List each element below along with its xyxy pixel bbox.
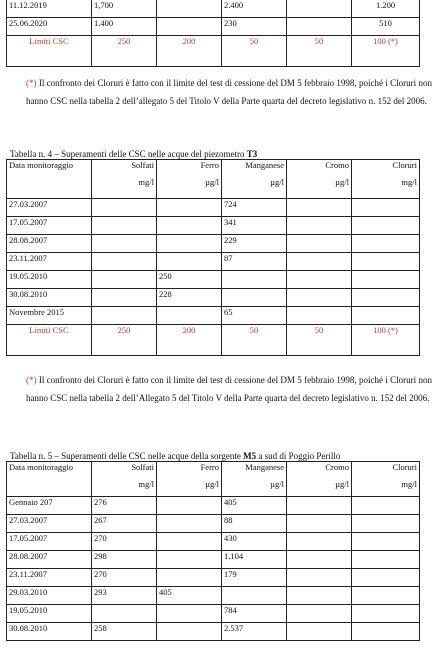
table-5	[6, 461, 420, 641]
table-4	[6, 159, 420, 356]
table-header: Data monitoraggio Solfati mg/l Ferro µg/l Manganese µg/l Cromo µg/l Cloruri mg/l	[7, 160, 420, 199]
table-row: 19.05.2010 250	[7, 271, 420, 289]
table-header: Data monitoraggio Solfati mg/l Ferro µg/l Manganese µg/l Cromo µg/l Cloruri mg/l	[7, 462, 420, 497]
table-row: 25.06.2020 1.400 230 510	[7, 18, 420, 36]
table-row: 29.03.2010 293 405	[7, 587, 420, 605]
table-row: 17.05.2007 270 430	[7, 533, 420, 551]
footnote-2: (*) Il confronto dei Cloruri è fatto con il limite del test di cessione del DM 5 febbraio 1998, poiché i Cloruri non hanno CSC nella tabella 2 dell’Allegato 5 del Titolo V della Parte quarta del decreto legislativo n. 152 del 2006.	[26, 375, 432, 403]
table-row: 11.12.2019 1,700 2.400 1.200	[7, 0, 420, 18]
table-row: 30.08.2010 228	[7, 289, 420, 307]
table5-caption: Tabella n. 5 – Superamenti delle CSC nelle acque della sorgente M5 a sud di Poggio Perillo	[10, 451, 341, 461]
table-row: 27.03.2007 724	[7, 199, 420, 217]
table-row: 28.08.2007 298 1.104	[7, 551, 420, 569]
table-row: 19.05.2010 784	[7, 605, 420, 623]
table-row: 23.11.2007 270 179	[7, 569, 420, 587]
limits-row: Limiti CSC 250 200 50 50 100 (*)	[7, 325, 420, 356]
table-row: 17.05.2007 341	[7, 217, 420, 235]
footnote-1: (*) Il confronto dei Cloruri è fatto con il limite del test di cessione del DM 5 febbraio 1998, poiché i Cloruri non hanno CSC nella tabella 2 dell’allegato 5 del Titolo V della Parte quarta del decreto legislativo n. 152 del 2006.	[26, 78, 432, 106]
table-row: Gennaio 207 276 405	[7, 497, 420, 515]
table-row: 30.08.2010 258 2.537	[7, 623, 420, 641]
table-row: 27.03.2007 267 88	[7, 515, 420, 533]
table-row: 28.08.2007 229	[7, 235, 420, 253]
table4-caption: Tabella n. 4 – Superamenti delle CSC nelle acque del piezometro T3	[10, 149, 258, 159]
limits-row: Limiti CSC 250 200 50 50 100 (*)	[7, 36, 420, 67]
table-row: Novembre 2015 65	[7, 307, 420, 325]
top-table	[6, 0, 420, 67]
table-row: 23.11.2007 87	[7, 253, 420, 271]
